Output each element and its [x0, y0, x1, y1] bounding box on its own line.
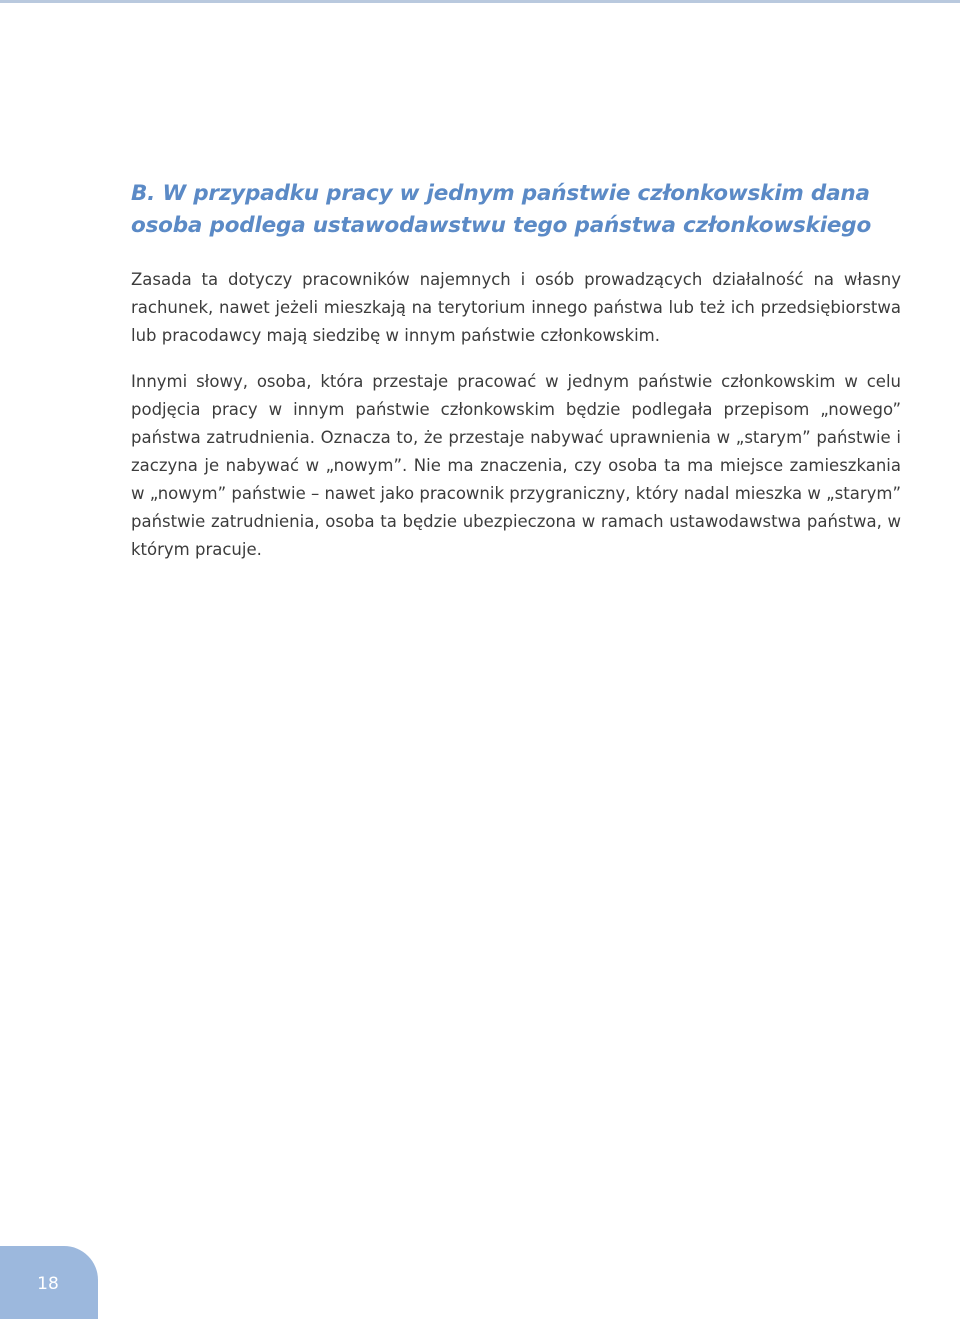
body-paragraph: Innymi słowy, osoba, która przestaje pracować w jednym państwie członkowskim w celu podjęcia pracy w innym państwie członkowskim będzie podlegała przepisom „nowego” państwa zatrudnienia. Oznacza to, że przestaje nabywać uprawnienia w „starym” państwie i zaczyna je nabywać w „nowym”. Nie ma znaczenia, czy osoba ta ma miejsce zamieszkania w „nowym” państwie – nawet jako pracownik przygraniczny, który nadal mieszka w „starym” państwie zatrudnienia, osoba ta będzie ubezpieczona w ramach ustawodawstwa państwa, w którym pracuje.	[131, 372, 902, 559]
page-number-tab	[0, 1246, 98, 1319]
page-number: 18	[37, 1273, 59, 1294]
body-paragraph: Zasada ta dotyczy pracowników najemnych i osób prowadzących działalność na własny rachunek, nawet jeżeli mieszkają na terytorium innego państwa lub też ich przedsiębiorstwa lub pracodawcy mają siedzibę w innym państwie członkowskim.	[131, 270, 901, 345]
document-section	[131, 178, 901, 564]
top-rule	[0, 0, 960, 3]
section-heading: B. W przypadku pracy w jednym państwie członkowskim dana osoba podlega ustawodawstwu tego państwa członkowskiego	[131, 181, 872, 238]
